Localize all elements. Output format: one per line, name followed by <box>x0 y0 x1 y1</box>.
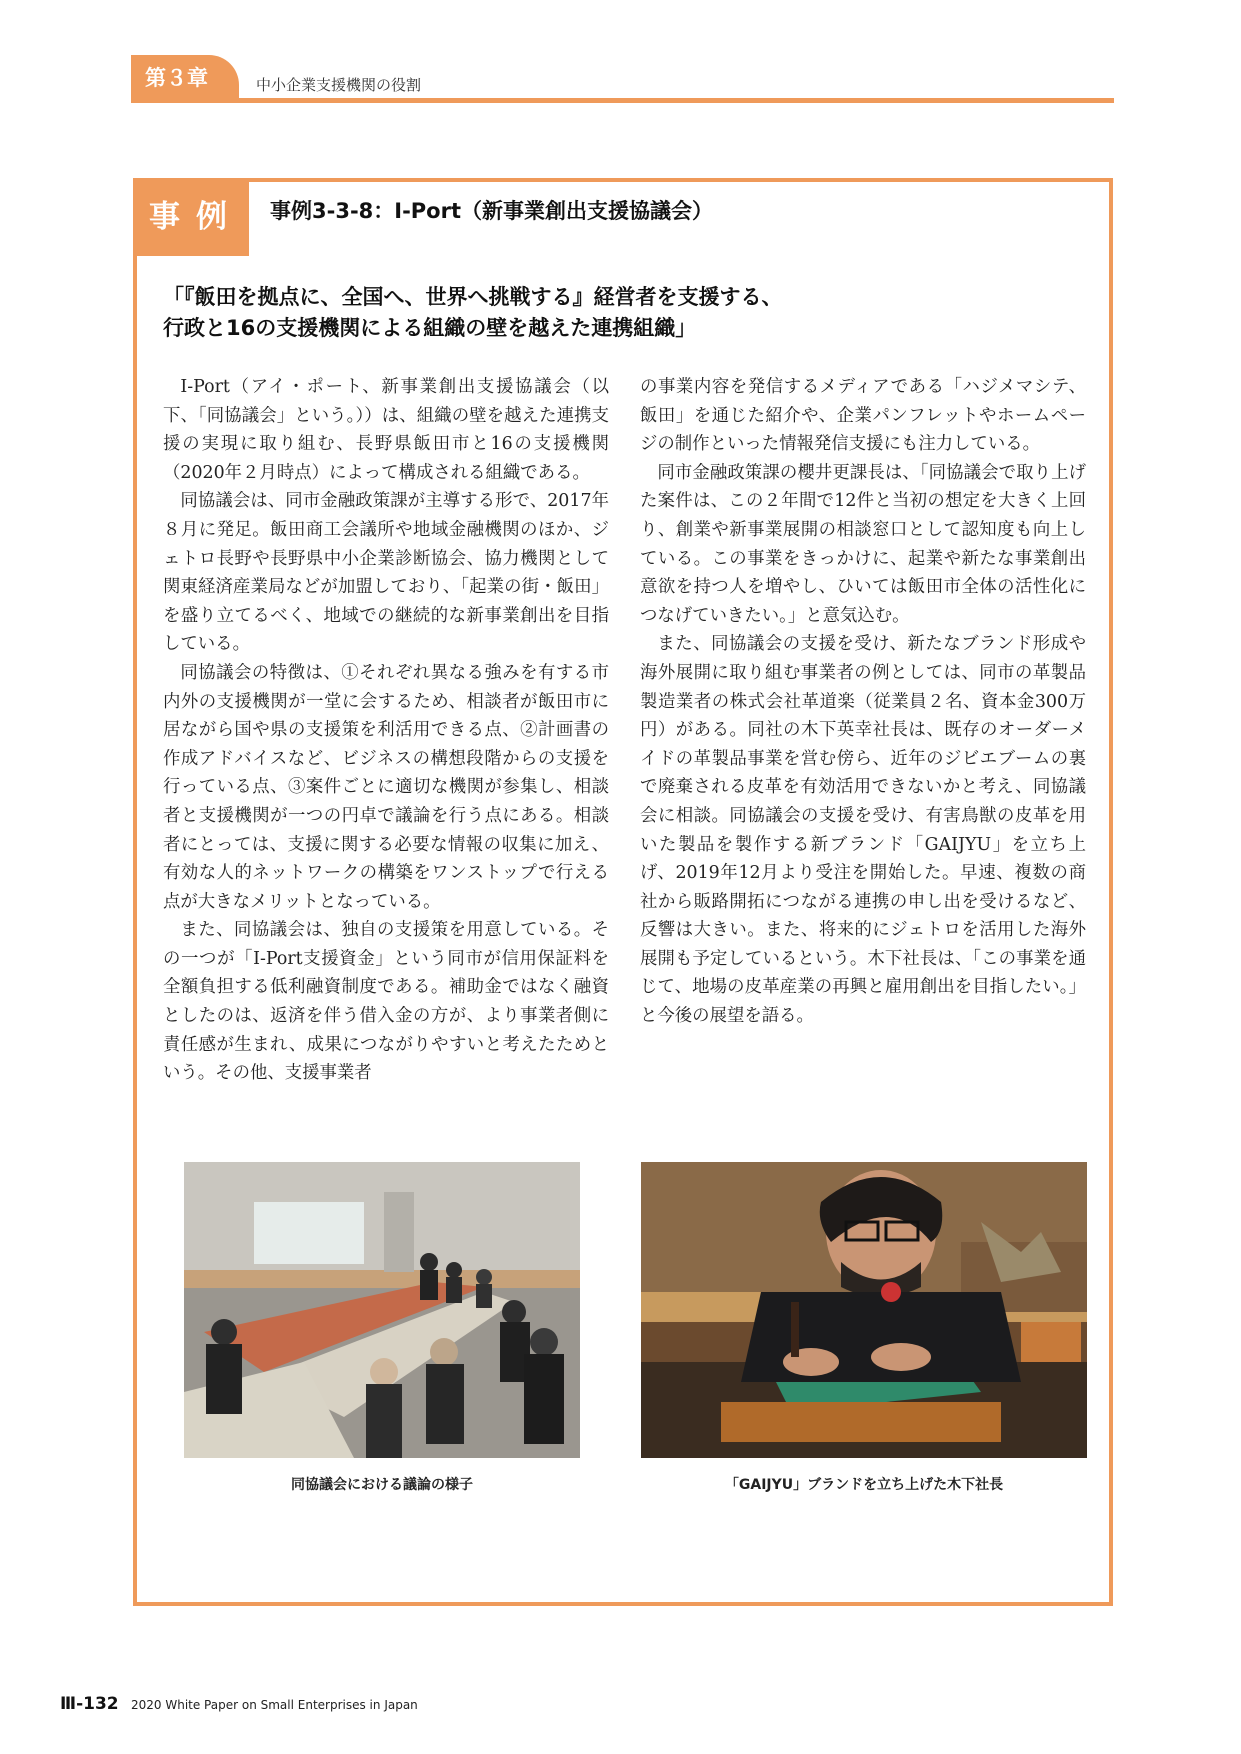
lead-line: 行政と16の支援機関による組織の壁を越えた連携組織」 <box>163 316 697 340</box>
craftsman-illustration <box>641 1162 1087 1458</box>
body-paragraph: また、同協議会の支援を受け、新たなブランド形成や海外展開に取り組む事業者の例としては、同市の革製品製造業者の株式会社革道楽（従業員２名、資本金300万円）がある。同社の木下英幸社長は、既存のオーダーメイドの革製品事業を営む傍ら、近年のジビエブームの裏で廃棄される皮革を有効活用できないかと考え、同協議会に相談。同協議会の支援を受け、有害鳥獣の皮革を用いた製品を製作する新ブランド「GAIJYU」を立ち上げ、2019年12月より受注を開始した。早速、複数の商社から販路開拓につながる連携の申し出を受けるなど、反響は大きい。また、将来的にジェトロを活用した海外展開も予定しているという。木下社長は、「この事業を通じて、地場の皮革産業の再興と雇用創出を目指したい。」と今後の展望を語る。 <box>640 634 1086 1027</box>
publication-title: 2020 White Paper on Small Enterprises in Japan <box>131 1698 418 1712</box>
craftsman-photo <box>641 1162 1087 1458</box>
body-paragraph: 同協議会の特徴は、①それぞれ異なる強みを有する市内外の支援機関が一堂に会するため、相談者が飯田市に居ながら国や県の支援策を利活用できる点、②計画書の作成アドバイスなど、ビジネスの構想段階からの支援を行っている点、③案件ごとに適切な機関が参集し、相談者と支援機関が一つの円卓で議論を行う点にある。相談者にとっては、支援に関する必要な情報の収集に加え、有効な人的ネットワークの構築をワンストップで行える点が大きなメリットとなっている。 <box>163 662 609 912</box>
body-paragraph: また、同協議会は、独自の支援策を用意している。その一つが「I-Port支援資金」という同市が信用保証料を全額負担する低利融資制度である。補助金ではなく融資としたのは、返済を伴う借入金の方が、より事業者側に責任感が生まれ、成果につながりやすいと考えたためという。その他、支援事業者 <box>163 920 609 1084</box>
case-tag: 事例 <box>133 178 249 256</box>
meeting-photo <box>184 1162 580 1458</box>
photo-caption: 同協議会における議論の様子 <box>291 1477 473 1493</box>
body-column-right <box>640 373 1086 1031</box>
header-rule <box>131 98 1114 103</box>
body-paragraph: の事業内容を発信するメディアである「ハジメマシテ、飯田」を通じた紹介や、企業パンフレットやホームページの制作といった情報発信支援にも注力している。 <box>640 377 1086 455</box>
case-lead <box>163 282 1063 344</box>
chapter-title: 中小企業支援機関の役割 <box>256 76 422 94</box>
body-paragraph: 同協議会は、同市金融政策課が主導する形で、2017年８月に発足。飯田商工会議所や地域金融機関のほか、ジェトロ長野や長野県中小企業診断協会、協力機関として関東経済産業局などが加盟しており、「起業の街・飯田」を盛り立てるべく、地域での継続的な新事業創出を目指している。 <box>163 491 609 655</box>
lead-line: 「『飯田を拠点に、全国へ、世界へ挑戦する』経営者を支援する、 <box>163 285 783 309</box>
page-number: Ⅲ-132 <box>60 1694 119 1714</box>
chapter-tab: 第３章 <box>131 55 239 101</box>
body-paragraph: 同市金融政策課の櫻井更課長は、「同協議会で取り上げた案件は、この２年間で12件と当初の想定を大きく上回り、創業や新事業展開の相談窓口として認知度も向上している。この事業をきっかけに、起業や新たな事業創出意欲を持つ人を増やし、ひいては飯田市全体の活性化につなげていきたい。」と意気込む。 <box>640 462 1086 626</box>
body-column-left <box>163 373 609 1088</box>
case-title: 事例3-3-8：I-Port（新事業創出支援協議会） <box>270 199 714 223</box>
photo-caption: 「GAIJYU」ブランドを立ち上げた木下社長 <box>724 1477 1004 1493</box>
body-paragraph: I-Port（アイ・ポート、新事業創出支援協議会（以下、「同協議会」という。））は、組織の壁を越えた連携支援の実現に取り組む、長野県飯田市と16の支援機関（2020年２月時点）によって構成される組織である。 <box>163 377 609 483</box>
meeting-illustration <box>184 1162 580 1458</box>
